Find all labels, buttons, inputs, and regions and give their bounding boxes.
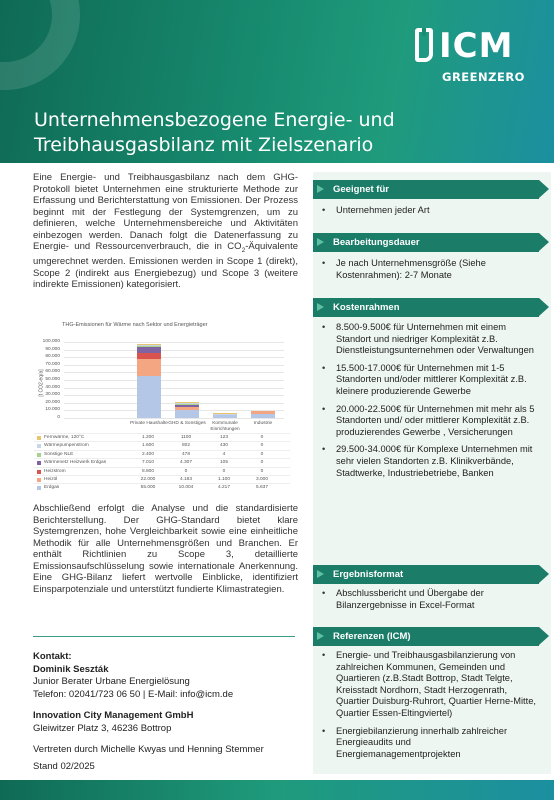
data-label: 1.200 (141, 435, 154, 440)
legend-table-row (34, 433, 290, 441)
icm-logo (415, 28, 530, 88)
section-heading-suitable: Geeignet für (313, 180, 539, 199)
data-label: 22.000 (140, 477, 156, 482)
contact-heading: Kontakt: (33, 651, 72, 662)
bar-segment (137, 344, 161, 345)
list-item: • Abschlussbericht und Übergabe der Bilanzergebnisse in Excel-Format (322, 588, 538, 611)
data-label: 3.000 (255, 477, 268, 482)
page-title: Unternehmensbezogene Energie- und Treibhausgasbilanz mit Zielszenario (34, 109, 395, 156)
data-label: 0 (260, 451, 264, 457)
data-label: 430 (219, 443, 228, 449)
legend-label: Wärmenetz Heizwerk Erdgas (44, 460, 107, 466)
legend-label: Wärmepumpenstrom (44, 443, 89, 449)
legend-label: Fernwärme, 120°C (44, 435, 85, 440)
category-label: GHD & Sonstiges (168, 421, 206, 426)
list-item: • 8.500-9.500€ für Unternehmen mit einem Standort und niedriger Komplexität z.B. Dienstleistungsunternehmen oder Verwaltungen (322, 322, 538, 357)
section-list-result (322, 588, 538, 617)
gridline (64, 365, 284, 366)
legend-table-row (34, 475, 290, 483)
y-tick-label: 80.000 (45, 354, 60, 360)
y-tick-label: 30.000 (45, 392, 60, 398)
data-label: 1.100 (217, 477, 230, 482)
list-item: • 20.000-22.500€ für Unternehmen mit mehr als 5 Standorten und/ oder mittlerer Komplexität z.B. produzierendes Gewerbe , Versicherungen (322, 404, 538, 439)
data-label: 5.637 (255, 485, 268, 491)
legend-swatch (37, 453, 41, 457)
bar-segment (251, 411, 275, 413)
legend-label: Heizstrom (44, 468, 66, 474)
bar-segment (251, 414, 275, 418)
y-tick-label: 40.000 (45, 384, 60, 390)
closing-paragraph: Abschließend erfolgt die Analyse und die standardisierte Berichterstellung. Der GHG-Standard bietet klare Systemgrenzen, hohe Vergleichbarkeit sowie eine einheitliche Methodik für alle Unternehmensgrößen und Branchen. Er enthält Richtlinien zu Scope 3, detaillierte Emissionsaufschlüsselung sowie internationale Anerkennung. Eine GHG-Bilanz liefert wertvolle Einblicke, identifiziert Einsparpotenziale und unterstützt fundierte Klimastrategien. (33, 503, 298, 595)
y-tick-label: 10.000 (45, 407, 60, 413)
intro-text-1: Eine Energie- und Treibhausgasbilanz nach dem GHG-Protokoll bietet Unternehmen eine strukturierte Methode zur Erfassung und Berichterstattung von Emissionen. Der Prozess beginnt mit der Festlegung der Systemgrenzen, um zu definieren, welche Unternehmensbereiche und Aktivitäten einbezogen werden. Danach folgt die Datenerfassung zu Energie- und Ressourcenverbrauch, die in CO (33, 172, 298, 252)
bar-segment (175, 410, 199, 418)
gridline (64, 403, 284, 404)
data-label: 7.010 (141, 460, 154, 466)
data-label: 1100 (180, 435, 192, 440)
logo-mark-icon (415, 28, 433, 62)
section-heading-costs: Kostenrahmen (313, 298, 539, 317)
data-label: 0 (260, 460, 264, 466)
data-label: 105 (219, 460, 228, 466)
emissions-chart (34, 318, 290, 493)
divider (33, 636, 295, 637)
contact-phone-mail[interactable]: Telefon: 02041/723 06 50 | E-Mail: info@icm.de (33, 688, 234, 700)
header-band (0, 0, 554, 163)
y-tick-label: 100.000 (42, 339, 60, 344)
intro-paragraph (33, 172, 298, 291)
legend-swatch (37, 478, 41, 482)
data-label: 55.000 (140, 485, 156, 491)
intro-subscript: 2 (241, 246, 246, 254)
legend-table-row (34, 441, 290, 449)
gridline (64, 418, 284, 419)
data-label: 0 (222, 468, 226, 474)
chart-y-label: [t CO2-eq/a] (38, 369, 45, 397)
section-heading-duration: Bearbeitungsdauer (313, 233, 539, 252)
data-label: 4 (222, 451, 226, 457)
data-label: 802 (181, 443, 190, 449)
company-name: Innovation City Management GmbH (33, 710, 194, 721)
bar-segment (175, 407, 199, 410)
gridline (64, 350, 284, 351)
y-tick-label: 70.000 (45, 361, 60, 367)
decorative-shape (0, 0, 80, 90)
legend-swatch (37, 486, 41, 490)
legend-table-row (34, 450, 290, 458)
contact-block (33, 651, 303, 773)
list-item: • Unternehmen jeder Art (322, 205, 538, 217)
section-heading-references: Referenzen (ICM) (313, 627, 539, 646)
legend-label: Sonstige NLE (44, 451, 74, 457)
bar-segment (137, 347, 161, 352)
legend-swatch (37, 444, 41, 448)
list-item: • Energie- und Treibhausgasbilanzierung von zahlreichen Kommunen, Gemeinden und Quartieren (z.B.Stadt Bottrop, Stadt Telgte, Kreisstadt Nordhorn, Stadt Herzogenrath, Quartier Duisburg-Ruhrort, Quartier Herne-Mitte, Quartier Essen-Eltingviertel) (322, 650, 538, 720)
gridline (64, 395, 284, 396)
bar-segment (213, 415, 237, 418)
bar-segment (137, 353, 161, 360)
legend-table-row (34, 467, 290, 475)
bar-segment (137, 376, 161, 418)
company-address: Gleiwitzer Platz 3, 46236 Bottrop (33, 722, 172, 734)
gridline (64, 380, 284, 381)
bar-segment (175, 404, 199, 407)
document-date: Stand 02/2025 (33, 760, 95, 772)
legend-swatch (37, 470, 41, 474)
category-label: Kommunale Einrichtungen (210, 421, 240, 432)
legend-swatch (37, 461, 41, 465)
list-item: • 29.500-34.000€ für Komplexe Unternehmen mit sehr vielen Standorten z.B. Klinikverbände, Stadtwerke, Industriebetriebe, Banken (322, 444, 538, 479)
section-list-references (322, 650, 538, 766)
category-label: Industrie (253, 421, 273, 426)
footer-band (0, 780, 554, 800)
legend-table-row (34, 483, 290, 491)
gridline (64, 372, 284, 373)
logo-wordmark: ICM (439, 26, 514, 66)
company-representation: Vertreten durch Michelle Kwyas und Henning Stemmer (33, 744, 264, 755)
data-label: 123 (219, 435, 228, 440)
contact-name: Dominik Seszták (33, 663, 109, 675)
gridline (64, 357, 284, 358)
contact-role: Junior Berater Urbane Energielösung (33, 676, 190, 687)
bar-segment (175, 402, 199, 403)
section-heading-result: Ergebnisformat (313, 565, 539, 584)
data-label: 4.217 (217, 485, 230, 491)
bar-segment (137, 359, 161, 376)
y-tick-label: 0 (57, 415, 60, 420)
data-label: 10.004 (178, 485, 194, 491)
logo-subtitle: GREENZERO (442, 70, 525, 84)
data-label: 0 (260, 435, 264, 440)
category-label: Private Haushalte (130, 421, 168, 426)
list-item: • 15.500-17.000€ für Unternehmen mit 1-5 Standorten und/oder mittlerer Komplexität z.B. kleinere produzierende Gewerbe (322, 363, 538, 398)
data-label: 4.307 (179, 460, 192, 466)
gridline (64, 342, 284, 343)
data-label: 8.800 (141, 468, 154, 474)
data-label: 0 (260, 468, 264, 474)
gridline (64, 388, 284, 389)
data-label: 4.183 (179, 477, 192, 482)
section-list-suitable (322, 205, 538, 223)
legend-label: Heizöl (44, 477, 58, 482)
y-tick-label: 60.000 (45, 369, 60, 375)
data-label: 0 (184, 468, 188, 474)
bar-segment (175, 403, 199, 404)
bar-segment (137, 344, 161, 345)
data-label: 2.400 (141, 451, 154, 457)
intro-text-2: -Äquivalente umgerechnet werden. Emissionen werden in Scope 1 (direkt), Scope 2 (indirekt aus Energiebezug) und Scope 3 (weitere indirekte Emissionen) kategorisiert. (33, 241, 298, 291)
bar-segment (213, 414, 237, 415)
data-label: 478 (181, 451, 190, 457)
legend-swatch (37, 436, 41, 440)
bar-segment (137, 346, 161, 348)
legend-table-row (34, 458, 290, 466)
section-list-duration (322, 258, 538, 287)
list-item: • Energiebilanzierung innerhalb zahlreicher Energieaudits und Energiemanagementprojekten (322, 726, 538, 761)
legend-label: Erdgas (44, 485, 60, 491)
section-list-costs (322, 322, 538, 485)
y-tick-label: 90.000 (45, 346, 60, 352)
data-label: 0 (260, 443, 264, 449)
data-label: 1.600 (141, 443, 154, 449)
y-tick-label: 20.000 (45, 399, 60, 405)
chart-title: THG-Emissionen für Wärme nach Sektor und Energieträger (62, 322, 208, 328)
list-item: • Je nach Unternehmensgröße (Siehe Kostenrahmen): 2-7 Monate (322, 258, 538, 281)
y-tick-label: 50.000 (45, 377, 60, 382)
